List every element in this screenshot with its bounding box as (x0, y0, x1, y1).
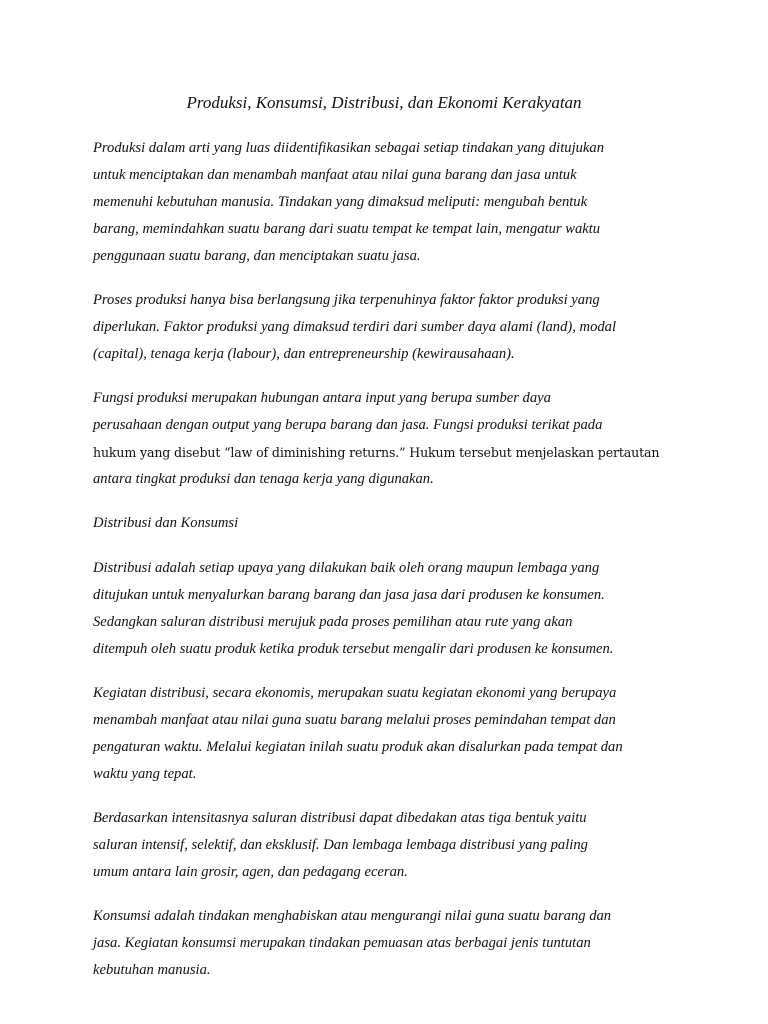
text-line: antara tingkat produksi dan tenaga kerja yang digunakan. (93, 471, 434, 487)
text-line: barang, memindahkan suatu barang dari suatu tempat ke tempat lain, mengatur waktu (93, 221, 601, 237)
text-line: hukum yang disebut “law of diminishing returns.” Hukum tersebut menjelaskan pertautan (93, 445, 660, 460)
text-line: Sedangkan saluran distribusi merujuk pada proses pemilihan atau rute yang akan (93, 614, 573, 630)
text-line: waktu yang tepat. (93, 766, 197, 782)
text-line: Distribusi adalah setiap upaya yang dilakukan baik oleh orang maupun lembaga yang (93, 560, 600, 576)
text-line: Produksi dalam arti yang luas diidentifikasikan sebagai setiap tindakan yang ditujukan (93, 140, 605, 156)
text-line: Kegiatan distribusi, secara ekonomis, merupakan suatu kegiatan ekonomi yang berupaya (93, 685, 617, 701)
text-line: ditujukan untuk menyalurkan barang barang dan jasa jasa dari produsen ke konsumen. (93, 587, 605, 603)
paragraph-saluran-distribusi (93, 805, 693, 886)
text-line: menambah manfaat atau nilai guna suatu barang melalui proses pemindahan tempat dan (93, 712, 616, 728)
text-line: ditempuh oleh suatu produk ketika produk tersebut mengalir dari produsen ke konsumen. (93, 641, 614, 657)
paragraph-proses-produksi (93, 287, 693, 368)
text-line: Fungsi produksi merupakan hubungan antara input yang berupa sumber daya (93, 390, 551, 406)
text-line: pengaturan waktu. Melalui kegiatan inilah suatu produk akan disalurkan pada tempat dan (93, 739, 623, 755)
text-line: (capital), tenaga kerja (labour), dan entrepreneurship (kewirausahaan). (93, 346, 515, 362)
paragraph-distribusi (93, 555, 693, 663)
text-line: umum antara lain grosir, agen, dan pedagang eceran. (93, 864, 408, 880)
text-line: diperlukan. Faktor produksi yang dimaksud terdiri dari sumber daya alami (land), modal (93, 319, 617, 335)
text-line: saluran intensif, selektif, dan eksklusif. Dan lembaga lembaga distribusi yang paling (93, 837, 588, 853)
text-line: Konsumsi adalah tindakan menghabiskan atau mengurangi nilai guna suatu barang dan (93, 908, 612, 924)
text-line: kebutuhan manusia. (93, 962, 211, 978)
text-line: memenuhi kebutuhan manusia. Tindakan yang dimaksud meliputi: mengubah bentuk (93, 194, 588, 210)
text-line: untuk menciptakan dan menambah manfaat atau nilai guna barang dan jasa untuk (93, 167, 577, 183)
paragraph-produksi (93, 135, 693, 270)
paragraph-kegiatan-distribusi (93, 680, 693, 788)
text-line: Berdasarkan intensitasnya saluran distribusi dapat dibedakan atas tiga bentuk yaitu (93, 810, 587, 826)
text-line: perusahaan dengan output yang berupa barang dan jasa. Fungsi produksi terikat pada (93, 417, 603, 433)
paragraph-konsumsi (93, 903, 693, 984)
document-title: Produksi, Konsumsi, Distribusi, dan Ekonomi Kerakyatan (186, 93, 582, 112)
text-line: Proses produksi hanya bisa berlangsung jika terpenuhinya faktor faktor produksi yang (93, 292, 600, 308)
paragraph-fungsi-produksi (93, 385, 693, 493)
section-heading-distribusi-konsumsi (93, 510, 693, 537)
text-line: penggunaan suatu barang, dan menciptakan suatu jasa. (93, 248, 421, 264)
text-line: Distribusi dan Konsumsi (93, 515, 239, 531)
text-line: jasa. Kegiatan konsumsi merupakan tindakan pemuasan atas berbagai jenis tuntutan (93, 935, 591, 951)
